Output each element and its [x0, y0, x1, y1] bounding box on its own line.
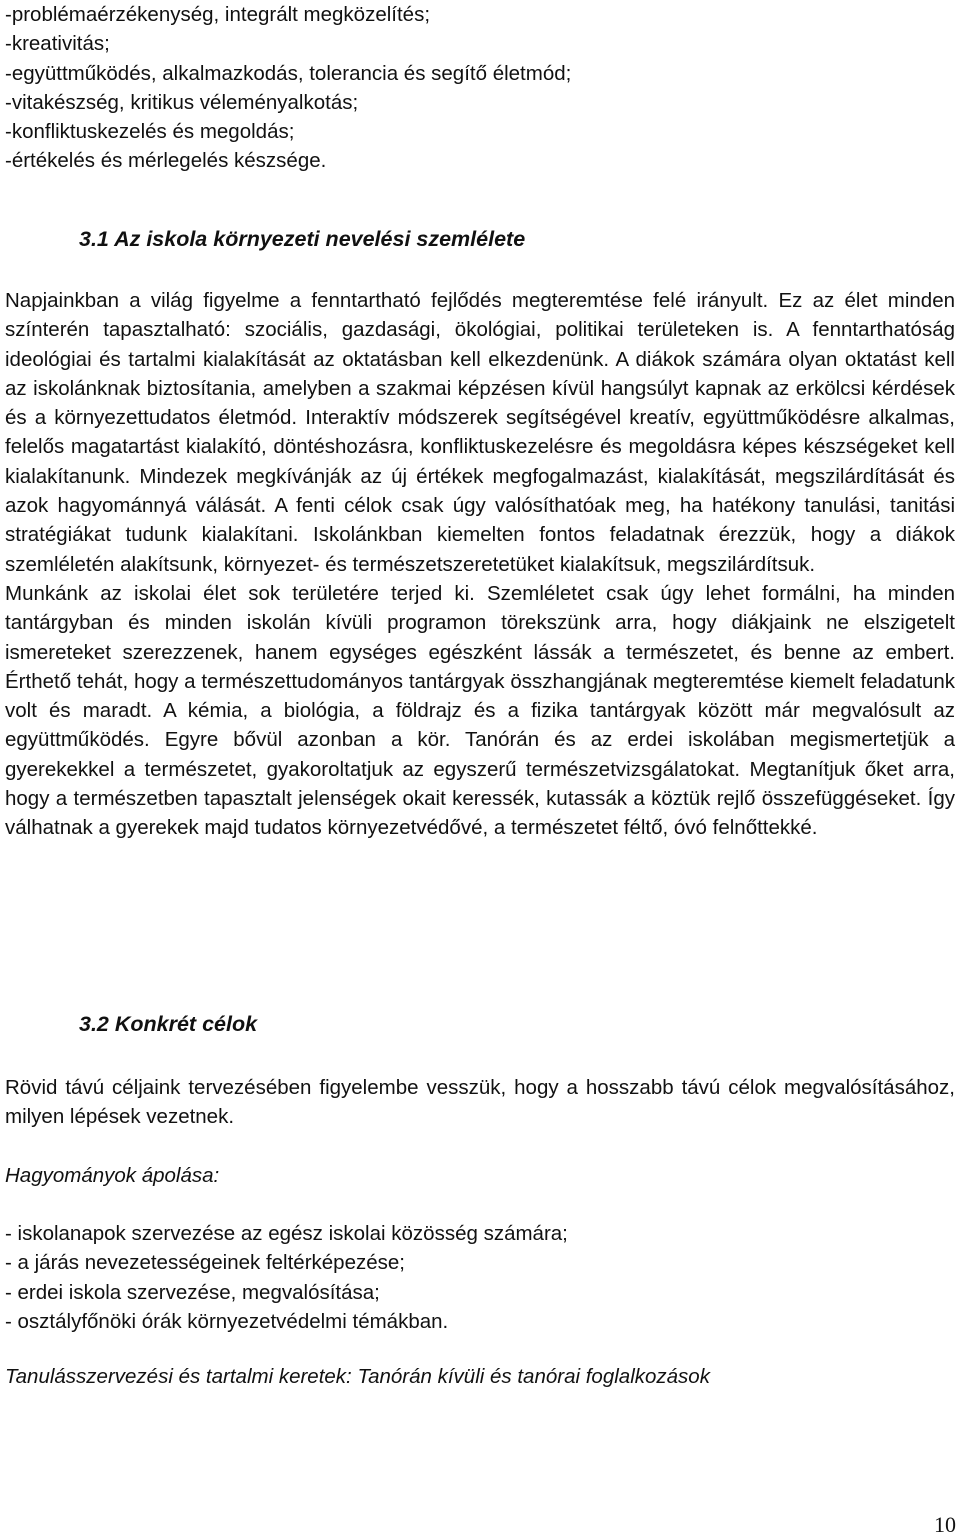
paragraph-text-1: Napjainkban a világ figyelme a fenntartható fejlődés megteremtése felé irányult. Ez az élet minden színterén tapasztalható: szociális, gazdasági, ökológiai, politikai területeken is. A fenntarthatóság ideológiai és tartalmi kialakítását az oktatásban kell elkezdenünk. A diákok számára olyan oktatást kell az iskolánknak biztosítania, amelyben a szakmai képzésen kívül hangsúlyt kapnak az erkölcsi kérdések és a környezettudatos életmód. Interaktív módszerek segítségével kreatív, együttműködésre alkalmas, felelős magatartást kialakító, döntéshozásra, konfliktuskezelésre és megoldásra képes készségeket kell kialakítanunk. Mindezek megkívánják az új értékek megfogalmazást, kialakítását, megszilárdítását és azok hagyománnyá válását. A fenti célok csak úgy valósíthatóak meg, ha hatékony tanulási, tanitási stratégiákat tudunk kialakítani. Iskolánkban kiemelten fontos feladatnak érezzük, hogy a diákok szemléletén alakítsunk, környezet- és természetszeretetüket kialakítsuk, megszilárdítsuk. [5, 289, 955, 576]
page-number: 10 [934, 1512, 956, 1537]
list-item: - osztályfőnöki órák környezetvédelmi témákban. [5, 1309, 449, 1333]
competency-list [5, 0, 571, 176]
list-item: -értékelés és mérlegelés készsége. [5, 149, 327, 173]
list-item: - iskolanapok szervezése az egész iskolai közösség számára; [5, 1222, 568, 1245]
subheading: Hagyományok ápolása: [5, 1164, 220, 1187]
list-item: -együttműködés, alkalmazkodás, tolerancia és segítő életmód; [5, 61, 572, 85]
intro-paragraph: Rövid távú céljaink tervezésében figyelembe vesszük, hogy a hosszabb távú célok megvalósításához, milyen lépések vezetnek. [5, 1076, 955, 1129]
list-item: -kreativitás; [5, 32, 110, 56]
subheading: Tanulásszervezési és tartalmi keretek: Tanórán kívüli és tanórai foglalkozások [5, 1365, 710, 1388]
section-heading: 3.1 Az iskola környezeti nevelési szemlélete [79, 227, 526, 251]
list-item: -konfliktuskezelés és megoldás; [5, 120, 295, 144]
tradition-list [5, 1219, 568, 1336]
list-item: -problémaérzékenység, integrált megközelítés; [5, 3, 431, 26]
list-item: -vitakészség, kritikus véleményalkotás; [5, 90, 359, 114]
list-item: - a járás nevezetességeinek feltérképezése; [5, 1251, 405, 1275]
body-paragraph [5, 286, 955, 843]
section-heading: 3.2 Konkrét célok [79, 1012, 258, 1036]
paragraph-text-2: Munkánk az iskolai élet sok területére terjed ki. Szemléletet csak úgy lehet formálni, ha minden tantárgyban és minden iskolán kívüli programon törekszünk arra, hogy diákjaink ne elszigetelt ismereteket szerezzenek, hanem egységes egészként lássák a természetet, és benne az embert. Érthető tehát, hogy a természettudományos tantárgyak összhangjának megteremtése kiemelt feladatunk volt és maradt. A kémia, a biológia, a földrajz és a fizika tantárgyak között már megvalósult az együttműködés. Egyre bővül azonban a kör. Tanórán és az erdei iskolában megismertetjük a gyerekekkel a természetet, gyakoroltatjuk az egyszerű természetvizsgálatokat. Megtanítjuk őket arra, hogy a természetben tapasztalt jelenségek okait keressék, kutassák a köztük rejlő összefüggéseket. Így válhatnak a gyerekek majd tudatos környezetvédővé, a természetet féltő, óvó felnőttekké. [5, 581, 955, 840]
list-item: - erdei iskola szervezése, megvalósítása; [5, 1280, 380, 1304]
